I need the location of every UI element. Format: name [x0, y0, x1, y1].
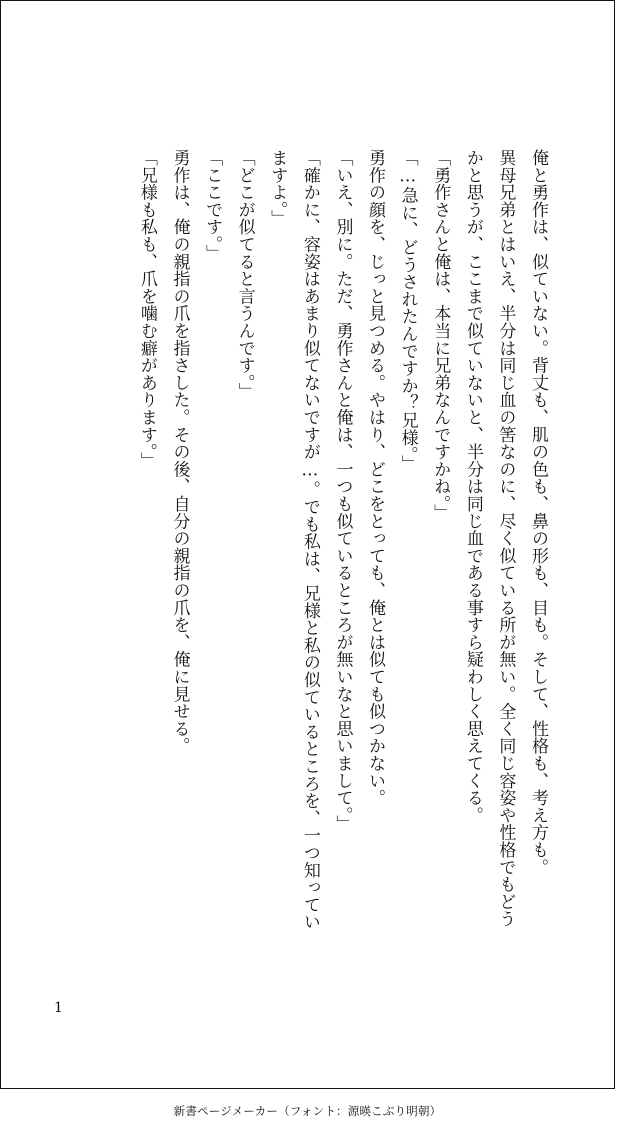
paragraph: 俺と勇作は、似ていない。背丈も、肌の色も、鼻の形も、目も。そして、性格も、考え方も。	[528, 149, 548, 876]
vertical-text-body	[130, 149, 554, 939]
paragraph: 異母兄弟とはいえ、半分は同じ血の筈なのに、尽く似ている所が無い。全く同じ容姿や性格でもどうかと思うが、ここまで似ていないと、半分は同じ血である事すら疑わしく思えてくる。	[462, 149, 516, 928]
paragraph: 勇作は、俺の親指の爪を指さした。その後、自分の親指の爪を、俺に見せる。	[169, 149, 190, 755]
paragraph: 「いえ、別に。ただ、勇作さんと俺は、一つも似ているところが無いなと思いまして。」	[332, 149, 353, 833]
paragraph: 勇作の顔を、じっと見つめる。やはり、どこをとっても、俺とは似ても似つかない。	[365, 149, 386, 807]
paragraph: 「確かに、容姿はあまり似てないですが…。でも私は、兄様と私の似ているところを、一つ知っていますよ。」	[267, 149, 320, 931]
paragraph: 「兄様も私も、爪を噛む癖があります。」	[136, 149, 157, 470]
page-number: 1	[54, 1000, 63, 1016]
footer-caption: 新書ページメーカー（フォント：源暎こぶり明朝）	[173, 1104, 442, 1118]
paragraph: 「どこが似てると言うんです。」	[234, 149, 255, 400]
paragraph: 「勇作さんと俺は、本当に兄弟なんですかね。」	[430, 149, 451, 522]
paragraph: 「…急に、どうされたんですか？兄様。」	[397, 149, 418, 473]
paragraph: 「ここです。」	[202, 149, 223, 262]
